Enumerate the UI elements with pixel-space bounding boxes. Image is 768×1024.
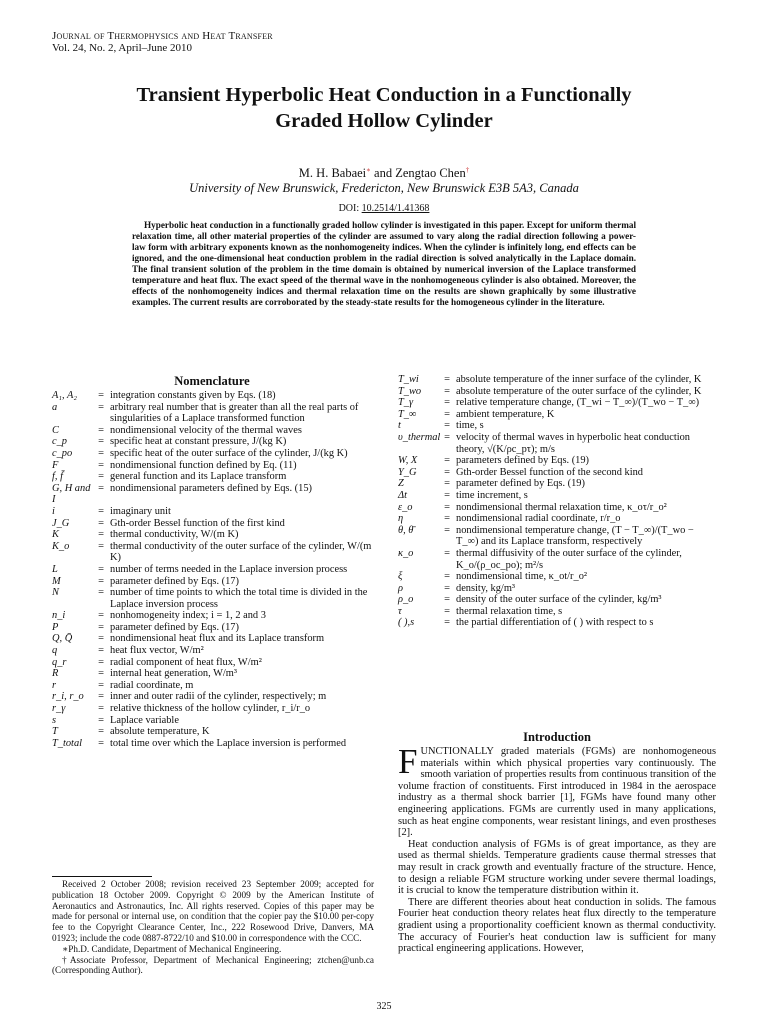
nomenclature-symbol: f, f̄ bbox=[52, 471, 63, 483]
nomenclature-entry bbox=[398, 594, 716, 606]
equals-sign: = bbox=[98, 668, 104, 680]
nomenclature-definition: Gth-order Bessel function of the first kind bbox=[110, 517, 285, 529]
nomenclature-entry bbox=[52, 726, 374, 738]
equals-sign: = bbox=[98, 587, 104, 599]
nomenclature-definition: the partial differentiation of ( ) with respect to s bbox=[456, 617, 654, 629]
nomenclature-entry bbox=[52, 680, 374, 692]
nomenclature-entry bbox=[398, 397, 716, 409]
nomenclature-definition: heat flux vector, W/m² bbox=[110, 645, 204, 657]
nomenclature-entry bbox=[52, 576, 374, 588]
nomenclature-definition: nondimensional velocity of the thermal waves bbox=[110, 424, 302, 436]
equals-sign: = bbox=[98, 401, 104, 413]
nomenclature-symbol: G, H and I bbox=[52, 482, 91, 506]
nomenclature-entry bbox=[398, 386, 716, 398]
nomenclature-entry bbox=[52, 402, 374, 425]
nomenclature-symbol: r bbox=[52, 679, 57, 691]
nomenclature-entry bbox=[52, 587, 374, 610]
equals-sign: = bbox=[98, 436, 104, 448]
nomenclature-definition: general function and its Laplace transform bbox=[110, 471, 287, 483]
journal-header bbox=[52, 30, 273, 54]
equals-sign: = bbox=[98, 714, 104, 726]
introduction-body bbox=[398, 742, 716, 955]
nomenclature-symbol: J_G bbox=[52, 517, 70, 529]
nomenclature-heading: Nomenclature bbox=[174, 374, 250, 388]
nomenclature-definition: absolute temperature, K bbox=[110, 726, 210, 738]
equals-sign: = bbox=[444, 489, 450, 501]
nomenclature-symbol: T_wo bbox=[398, 385, 422, 397]
received-note: Received 2 October 2008; revision received 23 September 2009; accepted for publication 18 October 2009. Copyright © 2009 by the American Institute of Aeronautics and Astronautics, Inc. All rights reserved. Copies of this paper may be made for personal or internal use, on condition that the copier pay the $10.00 per-copy fee to the Copyright Clearance Center, Inc., 222 Rosewood Drive, Danvers, MA 01923; include the code 0887-8722/10 and $10.00 in correspondence with the CCC. bbox=[52, 879, 374, 943]
equals-sign: = bbox=[444, 397, 450, 409]
equals-sign: = bbox=[98, 691, 104, 703]
footnotes bbox=[52, 879, 374, 976]
nomenclature-definition: parameter defined by Eqs. (17) bbox=[110, 575, 239, 587]
equals-sign: = bbox=[444, 408, 450, 420]
equals-sign: = bbox=[444, 547, 450, 559]
nomenclature-symbol: C bbox=[52, 424, 59, 436]
nomenclature-symbol: ε_o bbox=[398, 501, 413, 513]
nomenclature-definition: number of terms needed in the Laplace inversion process bbox=[110, 563, 348, 575]
doi-label: DOI: bbox=[338, 203, 362, 214]
nomenclature-symbol: K bbox=[52, 529, 59, 541]
nomenclature-symbol: K_o bbox=[52, 540, 70, 552]
equals-sign: = bbox=[444, 455, 450, 467]
nomenclature-symbol: T_wi bbox=[398, 374, 419, 385]
equals-sign: = bbox=[98, 737, 104, 749]
equals-sign: = bbox=[98, 621, 104, 633]
nomenclature-definition: nondimensional temperature change, (T − T_∞)/(T_wo − T_∞) and its Laplace transform, respectively bbox=[456, 524, 694, 548]
equals-sign: = bbox=[98, 459, 104, 471]
nomenclature-definition: thermal diffusivity of the outer surface of the cylinder, K_o/(ρ_oc_po); m²/s bbox=[456, 547, 682, 571]
nomenclature-symbol: n_i bbox=[52, 610, 66, 622]
nomenclature-definition: radial component of heat flux, W/m² bbox=[110, 656, 262, 668]
equals-sign: = bbox=[444, 431, 450, 443]
nomenclature-definition: parameter defined by Eqs. (19) bbox=[456, 478, 585, 490]
nomenclature-definition: nonhomogeneity index; i = 1, 2 and 3 bbox=[110, 610, 266, 622]
nomenclature-definition: internal heat generation, W/m³ bbox=[110, 668, 237, 680]
drop-cap: F bbox=[398, 742, 418, 781]
intro-paragraph-2: Heat conduction analysis of FGMs is of great importance, as they are used as thermal shields. Temperature gradients cause thermal stresses that may result in crack growth and eventually fracture of the structure. Hence, to design a reliable FGM structure working under severe thermal loadings, it is crucial to know the temperature distribution within it. bbox=[398, 838, 716, 897]
nomenclature-entry bbox=[52, 622, 374, 634]
nomenclature-symbol: R bbox=[52, 668, 59, 680]
nomenclature-list-right bbox=[398, 374, 716, 629]
nomenclature-definition: Gth-order Bessel function of the second kind bbox=[456, 466, 643, 478]
title-line-1: Transient Hyperbolic Heat Conduction in a Functionally bbox=[136, 84, 632, 106]
nomenclature-symbol: c_p bbox=[52, 436, 68, 448]
equals-sign: = bbox=[98, 390, 104, 401]
nomenclature-entry bbox=[52, 518, 374, 530]
nomenclature-definition: nondimensional parameters defined by Eqs. (15) bbox=[110, 482, 312, 494]
nomenclature-symbol: c_po bbox=[52, 447, 73, 459]
nomenclature-definition: thermal conductivity, W/(m K) bbox=[110, 529, 239, 541]
nomenclature-definition: integration constants given by Eqs. (18) bbox=[110, 390, 276, 401]
nomenclature-definition: density of the outer surface of the cylinder, kg/m³ bbox=[456, 594, 662, 606]
equals-sign: = bbox=[444, 571, 450, 583]
author-2[interactable]: Zengtao Chen bbox=[395, 166, 466, 181]
equals-sign: = bbox=[444, 385, 450, 397]
nomenclature-definition: absolute temperature of the inner surface of the cylinder, K bbox=[456, 374, 702, 385]
nomenclature-entry bbox=[52, 645, 374, 657]
footnote-2: †Associate Professor, Department of Mechanical Engineering; ztchen@unb.ca (Corresponding Author). bbox=[52, 954, 374, 976]
nomenclature-entry bbox=[52, 448, 374, 460]
nomenclature-symbol: T_γ bbox=[398, 397, 414, 409]
author-list bbox=[0, 166, 768, 181]
nomenclature-entry bbox=[52, 668, 374, 680]
equals-sign: = bbox=[444, 605, 450, 617]
intro-paragraph-1-text: UNCTIONALLY graded materials (FGMs) are nonhomogeneous materials within which physical properties vary continuously. The smooth variation of properties results from continuous transition of the volume fraction of constituents. First introduced in 1984 in the aerospace industry as a thermal shock barrier [1], FGMs have found many other engineering applications. FGMs are currently used in many applications, such as heat engine components, wear resistant linings, and even prostheses [2]. bbox=[398, 746, 716, 839]
nomenclature-definition: relative temperature change, (T_wi − T_∞)/(T_wo − T_∞) bbox=[456, 397, 700, 409]
nomenclature-definition: total time over which the Laplace inversion is performed bbox=[110, 737, 347, 749]
nomenclature-definition: relative thickness of the hollow cylinder, r_i/r_o bbox=[110, 703, 311, 715]
equals-sign: = bbox=[98, 633, 104, 645]
nomenclature-definition: thermal conductivity of the outer surface of the cylinder, W/(m K) bbox=[110, 540, 372, 564]
nomenclature-entry bbox=[52, 425, 374, 437]
nomenclature-symbol: ρ bbox=[398, 582, 403, 594]
nomenclature-definition: arbitrary real number that is greater than all the real parts of singularities of a Laplace transformed function bbox=[110, 401, 359, 425]
nomenclature-symbol: r_γ bbox=[52, 703, 66, 715]
nomenclature-definition: absolute temperature of the outer surface of the cylinder, K bbox=[456, 385, 702, 397]
equals-sign: = bbox=[98, 703, 104, 715]
nomenclature-definition: nondimensional time, κ_ot/r_o² bbox=[456, 571, 588, 583]
journal-name: Journal of Thermophysics and Heat Transfer bbox=[52, 30, 273, 42]
nomenclature-definition: parameter defined by Eqs. (17) bbox=[110, 621, 239, 633]
nomenclature-entry bbox=[52, 390, 374, 402]
nomenclature-entry bbox=[52, 506, 374, 518]
nomenclature-definition: time, s bbox=[456, 420, 484, 432]
nomenclature-definition: density, kg/m³ bbox=[456, 582, 516, 594]
abstract: Hyperbolic heat conduction in a functionally graded hollow cylinder is investigated in this paper. Except for uniform thermal relaxation time, all other material properties of the cylinder are assumed to vary along the radial direction following a power-law form with arbitrary exponents known as the nonhomogeneity indices. When the cylinder is infinitely long, end effects can be ignored, and the one-dimensional heat conduction problem in the radial direction is solved analytically in the Laplace domain. The final transient solution of the problem in the time domain is obtained by numerical inversion of the Laplace transformed temperature and heat flux. The exact speed of the thermal wave in the nonhomogeneous cylinder is also obtained. Moreover, the effects of the nonhomogeneity indices and thermal relaxation time on the results are shown graphically by some illustrative examples. The current results are corroborated by the steady-state results for the homogeneous cylinder in the literature. bbox=[132, 220, 636, 307]
nomenclature-symbol: F bbox=[52, 459, 59, 471]
nomenclature-definition: nondimensional radial coordinate, r/r_o bbox=[456, 513, 621, 525]
nomenclature-definition: specific heat of the outer surface of the cylinder, J/(kg K) bbox=[110, 447, 348, 459]
nomenclature-definition: Laplace variable bbox=[110, 714, 179, 726]
equals-sign: = bbox=[98, 505, 104, 517]
equals-sign: = bbox=[444, 501, 450, 513]
nomenclature-entry bbox=[398, 617, 716, 629]
page-number: 325 bbox=[376, 1001, 392, 1012]
nomenclature-symbol: i bbox=[52, 505, 55, 517]
title-line-2: Graded Hollow Cylinder bbox=[275, 110, 493, 132]
nomenclature-definition: parameters defined by Eqs. (19) bbox=[456, 455, 590, 467]
nomenclature-symbol: Z bbox=[398, 478, 404, 490]
nomenclature-definition: imaginary unit bbox=[110, 505, 171, 517]
intro-paragraph-3: There are different theories about heat conduction in solids. The famous Fourier heat conduction theory relates heat flux directly to the temperature gradient using a proportionality coefficient known as thermal conductivity. The accuracy of Fourier's heat conduction law is sufficient for many practical engineering applications. However, bbox=[398, 896, 716, 955]
equals-sign: = bbox=[98, 447, 104, 459]
equals-sign: = bbox=[98, 482, 104, 494]
nomenclature-entry bbox=[398, 525, 716, 548]
nomenclature-symbol: a bbox=[52, 401, 58, 413]
nomenclature-symbol: ( ),s bbox=[398, 617, 415, 629]
equals-sign: = bbox=[98, 424, 104, 436]
nomenclature-definition: number of time points to which the total time is divided in the Laplace inversion process bbox=[110, 587, 368, 610]
nomenclature-entry bbox=[398, 467, 716, 479]
intro-paragraph bbox=[398, 742, 716, 839]
equals-sign: = bbox=[444, 524, 450, 536]
nomenclature-symbol: M bbox=[52, 575, 61, 587]
author-1[interactable]: M. H. Babaei bbox=[298, 166, 367, 181]
nomenclature-entry bbox=[52, 541, 374, 564]
paper-title bbox=[60, 82, 708, 134]
nomenclature-symbol: L bbox=[52, 563, 58, 575]
nomenclature-entry bbox=[52, 564, 374, 576]
nomenclature-entry bbox=[398, 490, 716, 502]
nomenclature-entry bbox=[398, 420, 716, 432]
nomenclature-entry bbox=[398, 409, 716, 421]
equals-sign: = bbox=[444, 420, 450, 432]
nomenclature-symbol: Δt bbox=[398, 489, 407, 501]
equals-sign: = bbox=[98, 529, 104, 541]
nomenclature-entry bbox=[398, 606, 716, 618]
equals-sign: = bbox=[444, 594, 450, 606]
equals-sign: = bbox=[444, 466, 450, 478]
nomenclature-symbol: θ, θ̄ bbox=[398, 524, 414, 536]
equals-sign: = bbox=[98, 610, 104, 622]
nomenclature-definition: radial coordinate, m bbox=[110, 679, 194, 691]
nomenclature-definition: time increment, s bbox=[456, 489, 528, 501]
nomenclature-symbol: κ_o bbox=[398, 547, 414, 559]
introduction-heading: Introduction bbox=[523, 730, 591, 744]
footnote-rule bbox=[52, 876, 152, 877]
nomenclature-definition: thermal relaxation time, s bbox=[456, 605, 563, 617]
nomenclature-symbol: T_∞ bbox=[398, 408, 417, 420]
equals-sign: = bbox=[98, 540, 104, 552]
nomenclature-entry bbox=[398, 513, 716, 525]
nomenclature-definition: nondimensional heat flux and its Laplace transform bbox=[110, 633, 325, 645]
equals-sign: = bbox=[98, 575, 104, 587]
nomenclature-symbol: W, X bbox=[398, 455, 418, 467]
nomenclature-entry bbox=[52, 738, 374, 750]
equals-sign: = bbox=[98, 517, 104, 529]
nomenclature-entry bbox=[52, 483, 374, 506]
nomenclature-symbol: ρ_o bbox=[398, 594, 414, 606]
nomenclature-entry bbox=[398, 478, 716, 490]
nomenclature-symbol: N bbox=[52, 587, 59, 599]
author-separator: and bbox=[370, 166, 396, 181]
nomenclature-definition: nondimensional function defined by Eq. (11) bbox=[110, 459, 297, 471]
nomenclature-symbol: υ_thermal bbox=[398, 431, 441, 443]
nomenclature-symbol: T_total bbox=[52, 737, 83, 749]
nomenclature-entry bbox=[52, 471, 374, 483]
equals-sign: = bbox=[444, 478, 450, 490]
nomenclature-entry bbox=[52, 657, 374, 669]
nomenclature-entry bbox=[52, 529, 374, 541]
nomenclature-entry bbox=[52, 460, 374, 472]
nomenclature-symbol: η bbox=[398, 513, 404, 525]
doi-link[interactable]: 10.2514/1.41368 bbox=[361, 203, 430, 214]
equals-sign: = bbox=[444, 582, 450, 594]
nomenclature-entry bbox=[398, 571, 716, 583]
nomenclature-definition: velocity of thermal waves in hyperbolic heat conduction theory, √(K/ρc_pτ); m/s bbox=[456, 431, 691, 455]
equals-sign: = bbox=[98, 471, 104, 483]
nomenclature-symbol: Y_G bbox=[398, 466, 417, 478]
author-2-footnote-mark[interactable]: † bbox=[465, 166, 470, 174]
nomenclature-symbol: T bbox=[52, 726, 58, 738]
nomenclature-list-left bbox=[52, 390, 374, 749]
equals-sign: = bbox=[444, 374, 450, 385]
nomenclature-entry bbox=[52, 610, 374, 622]
nomenclature-entry bbox=[398, 548, 716, 571]
nomenclature-entry bbox=[398, 374, 716, 386]
nomenclature-symbol: A₁, A₂ bbox=[52, 390, 77, 401]
journal-volume: Vol. 24, No. 2, April–June 2010 bbox=[52, 42, 193, 54]
equals-sign: = bbox=[444, 617, 450, 629]
equals-sign: = bbox=[98, 563, 104, 575]
nomenclature-entry bbox=[52, 715, 374, 727]
nomenclature-symbol: t bbox=[398, 420, 401, 432]
nomenclature-entry bbox=[52, 633, 374, 645]
nomenclature-entry bbox=[52, 703, 374, 715]
nomenclature-symbol: r_i, r_o bbox=[52, 691, 84, 703]
equals-sign: = bbox=[98, 726, 104, 738]
author-1-footnote-mark[interactable]: ∗ bbox=[366, 166, 371, 174]
nomenclature-entry bbox=[398, 583, 716, 595]
nomenclature-symbol: Q, Q̄ bbox=[52, 633, 73, 645]
equals-sign: = bbox=[98, 679, 104, 691]
nomenclature-symbol: s bbox=[52, 714, 57, 726]
nomenclature-entry bbox=[52, 691, 374, 703]
footnote-1: ∗Ph.D. Candidate, Department of Mechanical Engineering. bbox=[62, 943, 282, 954]
nomenclature-entry bbox=[398, 502, 716, 514]
nomenclature-definition: specific heat at constant pressure, J/(kg K) bbox=[110, 436, 287, 448]
affiliation: University of New Brunswick, Fredericton, New Brunswick E3B 5A3, Canada bbox=[189, 181, 579, 195]
nomenclature-definition: ambient temperature, K bbox=[456, 408, 555, 420]
equals-sign: = bbox=[98, 645, 104, 657]
nomenclature-definition: nondimensional thermal relaxation time, κ_oτ/r_o² bbox=[456, 501, 667, 513]
nomenclature-symbol: q_r bbox=[52, 656, 67, 668]
nomenclature-entry bbox=[398, 455, 716, 467]
nomenclature-entry bbox=[398, 432, 716, 455]
nomenclature-symbol: q bbox=[52, 645, 58, 657]
nomenclature-symbol: P bbox=[52, 621, 59, 633]
nomenclature-definition: inner and outer radii of the cylinder, respectively; m bbox=[110, 691, 327, 703]
equals-sign: = bbox=[444, 513, 450, 525]
equals-sign: = bbox=[98, 656, 104, 668]
nomenclature-symbol: τ bbox=[398, 605, 402, 617]
doi bbox=[0, 203, 768, 214]
nomenclature-entry bbox=[52, 436, 374, 448]
nomenclature-symbol: ξ bbox=[398, 571, 403, 583]
